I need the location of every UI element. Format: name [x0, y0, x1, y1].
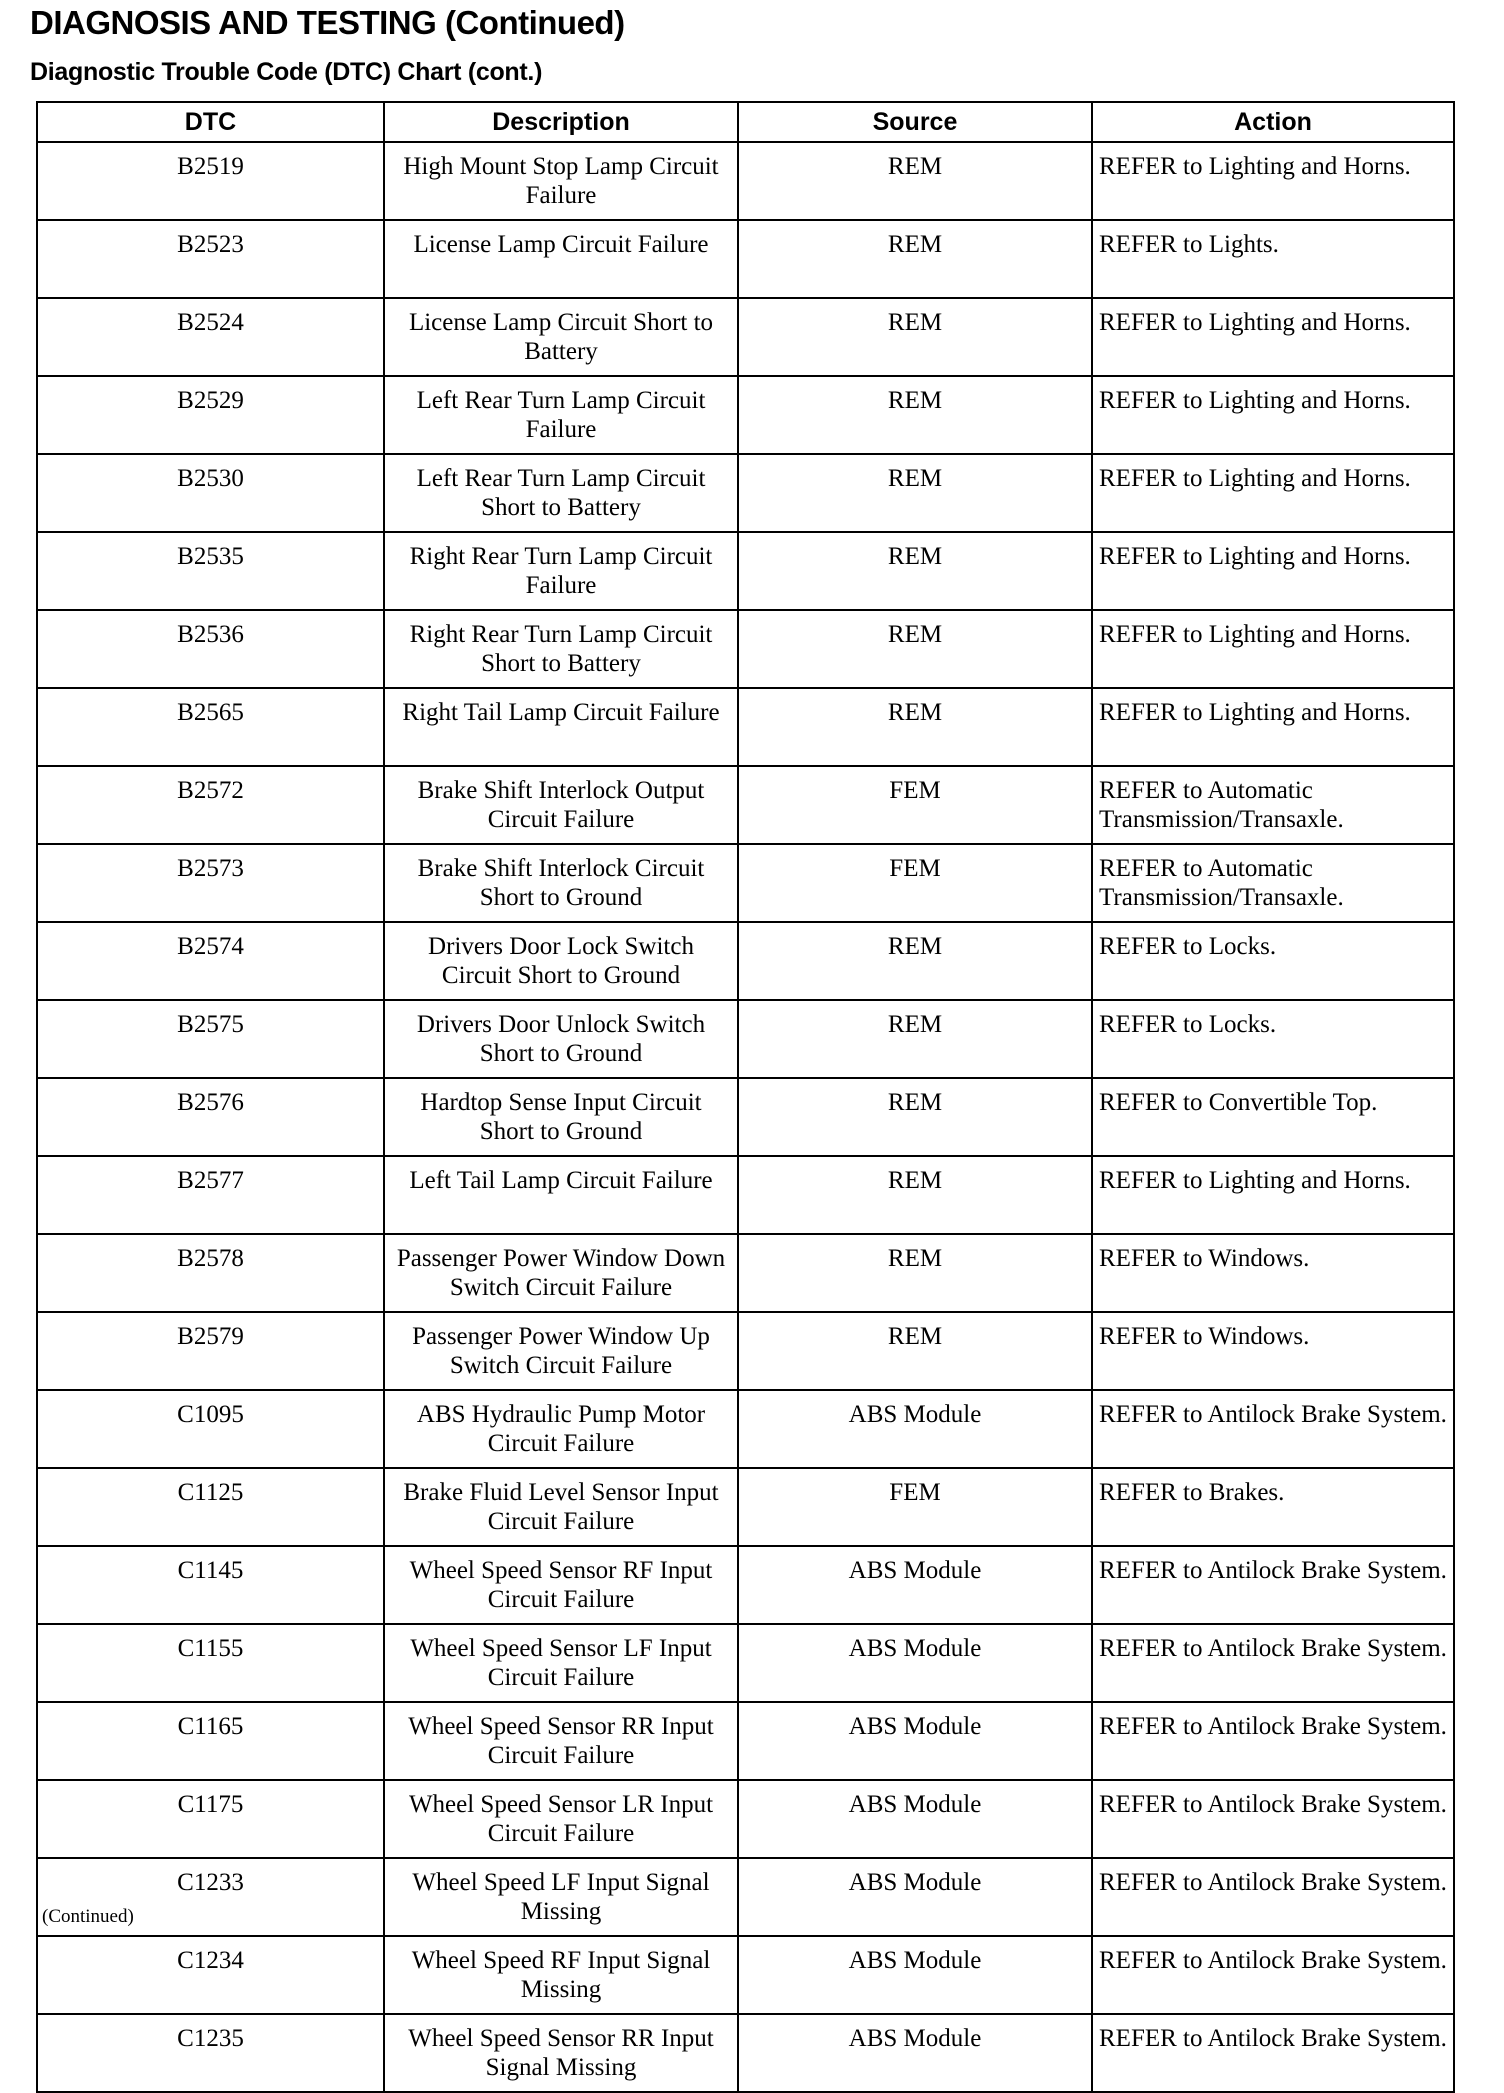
- table-row: [37, 1780, 1454, 1858]
- table-row: [37, 922, 1454, 1000]
- dtc-action: REFER to Antilock Brake System.: [1092, 1390, 1454, 1468]
- table-row: [37, 1468, 1454, 1546]
- dtc-description: Brake Fluid Level Sensor Input Circuit Failure: [384, 1468, 738, 1546]
- dtc-source: REM: [738, 220, 1092, 298]
- dtc-action: REFER to Lighting and Horns.: [1092, 610, 1454, 688]
- table-body: [37, 142, 1454, 2092]
- dtc-source: ABS Module: [738, 1702, 1092, 1780]
- column-header-description: Description: [384, 102, 738, 142]
- dtc-code: C1235: [37, 2014, 384, 2092]
- table-row: [37, 1390, 1454, 1468]
- table-row: [37, 1156, 1454, 1234]
- dtc-description: Right Tail Lamp Circuit Failure: [384, 688, 738, 766]
- table-row: [37, 1546, 1454, 1624]
- dtc-action: REFER to Antilock Brake System.: [1092, 2014, 1454, 2092]
- dtc-code: C1095: [37, 1390, 384, 1468]
- dtc-action: REFER to Antilock Brake System.: [1092, 1780, 1454, 1858]
- dtc-description: Brake Shift Interlock Output Circuit Failure: [384, 766, 738, 844]
- dtc-source: REM: [738, 922, 1092, 1000]
- table-row: [37, 454, 1454, 532]
- dtc-description: Right Rear Turn Lamp Circuit Failure: [384, 532, 738, 610]
- dtc-description: ABS Hydraulic Pump Motor Circuit Failure: [384, 1390, 738, 1468]
- dtc-action: REFER to Lighting and Horns.: [1092, 142, 1454, 220]
- dtc-source: REM: [738, 298, 1092, 376]
- dtc-code: B2573: [37, 844, 384, 922]
- table-row: [37, 1312, 1454, 1390]
- dtc-action: REFER to Lighting and Horns.: [1092, 376, 1454, 454]
- table-header-row: [37, 102, 1454, 142]
- dtc-action: REFER to Windows.: [1092, 1234, 1454, 1312]
- dtc-description: High Mount Stop Lamp Circuit Failure: [384, 142, 738, 220]
- dtc-source: REM: [738, 454, 1092, 532]
- dtc-action: REFER to Antilock Brake System.: [1092, 1702, 1454, 1780]
- dtc-description: License Lamp Circuit Failure: [384, 220, 738, 298]
- dtc-action: REFER to Lighting and Horns.: [1092, 688, 1454, 766]
- dtc-action: REFER to Brakes.: [1092, 1468, 1454, 1546]
- dtc-description: Wheel Speed Sensor RR Input Circuit Failure: [384, 1702, 738, 1780]
- dtc-code: B2519: [37, 142, 384, 220]
- dtc-source: REM: [738, 688, 1092, 766]
- table-row: [37, 376, 1454, 454]
- dtc-description: Wheel Speed Sensor LF Input Circuit Failure: [384, 1624, 738, 1702]
- dtc-code: C1165: [37, 1702, 384, 1780]
- dtc-code: B2578: [37, 1234, 384, 1312]
- dtc-code: B2523: [37, 220, 384, 298]
- dtc-action: REFER to Lighting and Horns.: [1092, 532, 1454, 610]
- dtc-action: REFER to Automatic Transmission/Transaxle.: [1092, 766, 1454, 844]
- table-row: [37, 1078, 1454, 1156]
- dtc-source: ABS Module: [738, 1390, 1092, 1468]
- dtc-action: REFER to Windows.: [1092, 1312, 1454, 1390]
- dtc-description: Left Tail Lamp Circuit Failure: [384, 1156, 738, 1234]
- dtc-source: FEM: [738, 766, 1092, 844]
- dtc-code: B2524: [37, 298, 384, 376]
- dtc-description: License Lamp Circuit Short to Battery: [384, 298, 738, 376]
- table-row: [37, 1000, 1454, 1078]
- dtc-description: Hardtop Sense Input Circuit Short to Ground: [384, 1078, 738, 1156]
- table-row: [37, 1936, 1454, 2014]
- dtc-code: C1125: [37, 1468, 384, 1546]
- table-row: [37, 1702, 1454, 1780]
- dtc-action: REFER to Antilock Brake System.: [1092, 1858, 1454, 1936]
- dtc-code: B2574: [37, 922, 384, 1000]
- dtc-code: C1155: [37, 1624, 384, 1702]
- table-row: [37, 766, 1454, 844]
- page-title: DIAGNOSIS AND TESTING (Continued): [30, 4, 625, 41]
- table-row: [37, 1234, 1454, 1312]
- dtc-code: B2530: [37, 454, 384, 532]
- dtc-source: REM: [738, 1234, 1092, 1312]
- dtc-source: ABS Module: [738, 2014, 1092, 2092]
- column-header-source: Source: [738, 102, 1092, 142]
- dtc-code: B2572: [37, 766, 384, 844]
- dtc-action: REFER to Lighting and Horns.: [1092, 1156, 1454, 1234]
- dtc-code: C1175: [37, 1780, 384, 1858]
- dtc-action: REFER to Antilock Brake System.: [1092, 1936, 1454, 2014]
- table-row: [37, 844, 1454, 922]
- dtc-source: ABS Module: [738, 1546, 1092, 1624]
- dtc-source: REM: [738, 1312, 1092, 1390]
- dtc-description: Wheel Speed Sensor LR Input Circuit Failure: [384, 1780, 738, 1858]
- table-row: [37, 688, 1454, 766]
- dtc-source: FEM: [738, 844, 1092, 922]
- dtc-description: Right Rear Turn Lamp Circuit Short to Battery: [384, 610, 738, 688]
- table-row: [37, 1858, 1454, 1936]
- dtc-source: ABS Module: [738, 1936, 1092, 2014]
- dtc-description: Passenger Power Window Up Switch Circuit Failure: [384, 1312, 738, 1390]
- table-row: [37, 532, 1454, 610]
- dtc-code: B2536: [37, 610, 384, 688]
- dtc-description: Left Rear Turn Lamp Circuit Short to Battery: [384, 454, 738, 532]
- dtc-source: REM: [738, 142, 1092, 220]
- dtc-source: ABS Module: [738, 1624, 1092, 1702]
- dtc-source: REM: [738, 1000, 1092, 1078]
- dtc-description: Wheel Speed Sensor RF Input Circuit Failure: [384, 1546, 738, 1624]
- dtc-source: REM: [738, 610, 1092, 688]
- table-row: [37, 1624, 1454, 1702]
- dtc-source: REM: [738, 376, 1092, 454]
- dtc-code: C1234: [37, 1936, 384, 2014]
- table-row: [37, 298, 1454, 376]
- dtc-description: Drivers Door Lock Switch Circuit Short to Ground: [384, 922, 738, 1000]
- dtc-code: B2577: [37, 1156, 384, 1234]
- dtc-action: REFER to Lighting and Horns.: [1092, 298, 1454, 376]
- table-row: [37, 610, 1454, 688]
- dtc-code: B2576: [37, 1078, 384, 1156]
- dtc-source: FEM: [738, 1468, 1092, 1546]
- dtc-action: REFER to Antilock Brake System.: [1092, 1546, 1454, 1624]
- dtc-code: B2575: [37, 1000, 384, 1078]
- dtc-source: ABS Module: [738, 1858, 1092, 1936]
- table-row: [37, 2014, 1454, 2092]
- dtc-code: B2535: [37, 532, 384, 610]
- dtc-description: Wheel Speed RF Input Signal Missing: [384, 1936, 738, 2014]
- dtc-code: B2565: [37, 688, 384, 766]
- dtc-action: REFER to Antilock Brake System.: [1092, 1624, 1454, 1702]
- dtc-description: Passenger Power Window Down Switch Circuit Failure: [384, 1234, 738, 1312]
- dtc-source: REM: [738, 1078, 1092, 1156]
- dtc-code: B2529: [37, 376, 384, 454]
- dtc-action: REFER to Locks.: [1092, 1000, 1454, 1078]
- dtc-code: C1145: [37, 1546, 384, 1624]
- dtc-description: Drivers Door Unlock Switch Short to Ground: [384, 1000, 738, 1078]
- column-header-action: Action: [1092, 102, 1454, 142]
- dtc-source: REM: [738, 1156, 1092, 1234]
- dtc-description: Brake Shift Interlock Circuit Short to Ground: [384, 844, 738, 922]
- dtc-action: REFER to Automatic Transmission/Transaxle.: [1092, 844, 1454, 922]
- dtc-source: ABS Module: [738, 1780, 1092, 1858]
- dtc-description: Left Rear Turn Lamp Circuit Failure: [384, 376, 738, 454]
- table-row: [37, 142, 1454, 220]
- dtc-source: REM: [738, 532, 1092, 610]
- dtc-code: C1233: [37, 1858, 384, 1936]
- dtc-action: REFER to Convertible Top.: [1092, 1078, 1454, 1156]
- dtc-table: [36, 101, 1455, 2093]
- dtc-description: Wheel Speed LF Input Signal Missing: [384, 1858, 738, 1936]
- dtc-action: REFER to Lights.: [1092, 220, 1454, 298]
- chart-subtitle: Diagnostic Trouble Code (DTC) Chart (cont.): [30, 58, 543, 86]
- dtc-action: REFER to Lighting and Horns.: [1092, 454, 1454, 532]
- continued-note: (Continued): [42, 1906, 134, 1927]
- dtc-code: B2579: [37, 1312, 384, 1390]
- dtc-action: REFER to Locks.: [1092, 922, 1454, 1000]
- table-row: [37, 220, 1454, 298]
- dtc-description: Wheel Speed Sensor RR Input Signal Missing: [384, 2014, 738, 2092]
- column-header-dtc: DTC: [37, 102, 384, 142]
